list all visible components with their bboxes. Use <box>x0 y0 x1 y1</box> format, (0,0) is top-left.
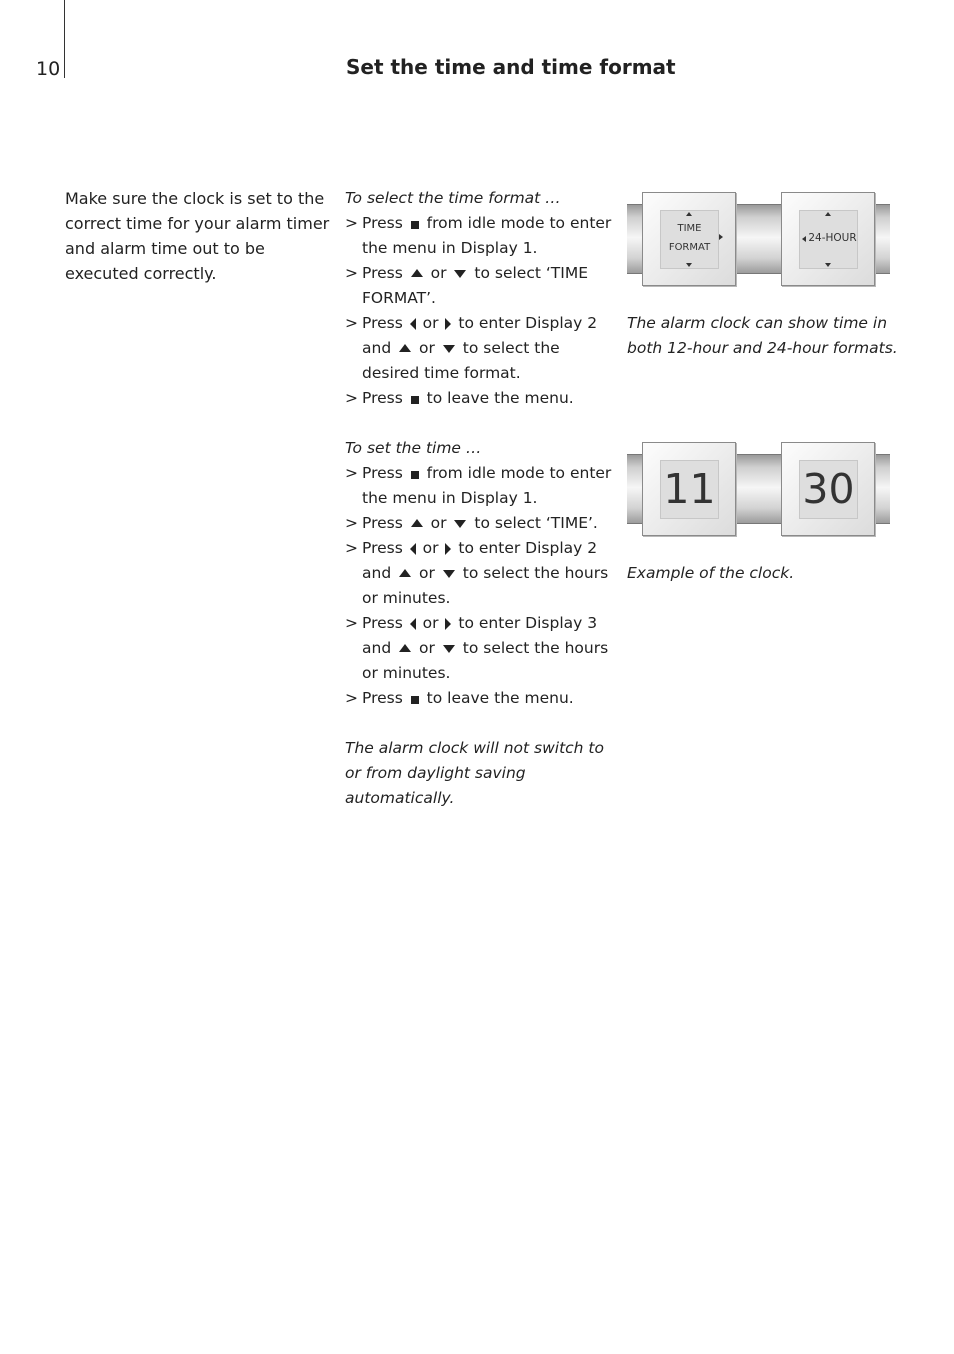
black-square-icon <box>411 471 419 479</box>
down-arrow-icon <box>825 263 831 267</box>
down-arrow-icon <box>686 263 692 267</box>
bullet-marker: > <box>345 389 358 407</box>
bullet-marker: > <box>345 689 358 707</box>
down-triangle-icon <box>454 270 466 278</box>
list-item <box>345 311 613 386</box>
left-triangle-icon <box>410 618 416 630</box>
hours-digits: 11 <box>663 465 716 513</box>
left-triangle-icon <box>410 543 416 555</box>
list-item <box>345 686 613 711</box>
step-text: Press <box>362 464 403 482</box>
down-triangle-icon <box>443 345 455 353</box>
step-text: to enter Display 2 and <box>362 314 598 357</box>
up-triangle-icon <box>399 644 411 652</box>
step-text: to leave the menu. <box>426 389 574 407</box>
page-number: 10 <box>36 58 61 80</box>
down-triangle-icon <box>443 570 455 578</box>
display-2-label: 24-HOUR <box>808 232 857 244</box>
step-text: Press <box>362 264 403 282</box>
list-item <box>345 461 613 511</box>
down-triangle-icon <box>454 520 466 528</box>
bullet-marker: > <box>345 264 358 282</box>
list-item <box>345 511 613 536</box>
step-text: Press <box>362 614 403 632</box>
step-list <box>345 461 613 711</box>
black-square-icon <box>411 696 419 704</box>
down-triangle-icon <box>443 645 455 653</box>
step-text: or <box>422 614 439 632</box>
display-1-screen <box>660 210 719 269</box>
up-triangle-icon <box>411 269 423 277</box>
up-arrow-icon <box>686 212 692 216</box>
right-triangle-icon <box>445 618 451 630</box>
bullet-marker: > <box>345 514 358 532</box>
step-text: or <box>419 564 435 582</box>
display-hours <box>642 442 736 536</box>
black-square-icon <box>411 396 419 404</box>
up-arrow-icon <box>825 212 831 216</box>
step-text: Press <box>362 514 403 532</box>
step-text: Press <box>362 539 403 557</box>
display-2 <box>781 192 875 286</box>
display-1 <box>642 192 736 286</box>
up-triangle-icon <box>411 519 423 527</box>
step-text: or <box>419 339 435 357</box>
daylight-saving-note: The alarm clock will not switch to or from daylight saving automatically. <box>345 739 604 807</box>
display-2-screen <box>799 210 858 269</box>
intro-paragraph: Make sure the clock is set to the correct time for your alarm timer and alarm time out to be executed correctly. <box>65 189 330 283</box>
step-text: or <box>430 264 447 282</box>
right-arrow-icon <box>719 234 723 240</box>
time-format-illustration <box>627 192 890 286</box>
clock-example-illustration <box>627 442 890 536</box>
list-item <box>345 261 613 311</box>
section-heading: To select the time format … <box>345 189 561 207</box>
list-item <box>345 611 613 686</box>
black-square-icon <box>411 221 419 229</box>
left-triangle-icon <box>410 318 416 330</box>
step-text: or <box>422 539 439 557</box>
step-text: or <box>419 639 435 657</box>
display-minutes-screen <box>799 460 858 519</box>
display-1-label-line1: TIME <box>677 223 702 234</box>
step-text: to select the hours or minutes. <box>362 564 609 607</box>
bullet-marker: > <box>345 539 358 557</box>
section-select-time-format <box>345 186 613 411</box>
step-text: Press <box>362 214 403 232</box>
step-text: to select ‘TIME FORMAT’. <box>362 264 589 307</box>
bullet-marker: > <box>345 464 358 482</box>
bullet-marker: > <box>345 314 358 332</box>
up-triangle-icon <box>399 569 411 577</box>
minutes-digits: 30 <box>802 465 855 513</box>
step-text: or <box>430 514 447 532</box>
step-text: to select the desired time format. <box>362 339 560 382</box>
step-text: or <box>422 314 439 332</box>
step-text: to enter Display 2 and <box>362 539 598 582</box>
section-set-time <box>345 436 613 811</box>
page-title: Set the time and time format <box>346 55 676 79</box>
list-item <box>345 536 613 611</box>
step-text: to select the hours or minutes. <box>362 639 609 682</box>
list-item <box>345 211 613 261</box>
display-minutes <box>781 442 875 536</box>
page-margin-rule <box>64 0 65 78</box>
step-text: from idle mode to enter the menu in Display 1. <box>362 464 612 507</box>
display-hours-screen <box>660 460 719 519</box>
time-format-caption: The alarm clock can show time in both 12-hour and 24-hour formats. <box>627 314 898 357</box>
list-item <box>345 386 613 411</box>
step-text: Press <box>362 314 403 332</box>
bullet-marker: > <box>345 614 358 632</box>
section-heading: To set the time … <box>345 439 482 457</box>
step-text: Press <box>362 689 403 707</box>
right-triangle-icon <box>445 543 451 555</box>
step-list <box>345 211 613 411</box>
step-text: from idle mode to enter the menu in Display 1. <box>362 214 612 257</box>
up-triangle-icon <box>399 344 411 352</box>
right-triangle-icon <box>445 318 451 330</box>
step-text: Press <box>362 389 403 407</box>
step-text: to select ‘TIME’. <box>474 514 598 532</box>
step-text: to leave the menu. <box>426 689 574 707</box>
step-text: to enter Display 3 and <box>362 614 598 657</box>
bullet-marker: > <box>345 214 358 232</box>
clock-example-caption: Example of the clock. <box>627 564 795 582</box>
display-1-label-line2: FORMAT <box>668 242 711 253</box>
